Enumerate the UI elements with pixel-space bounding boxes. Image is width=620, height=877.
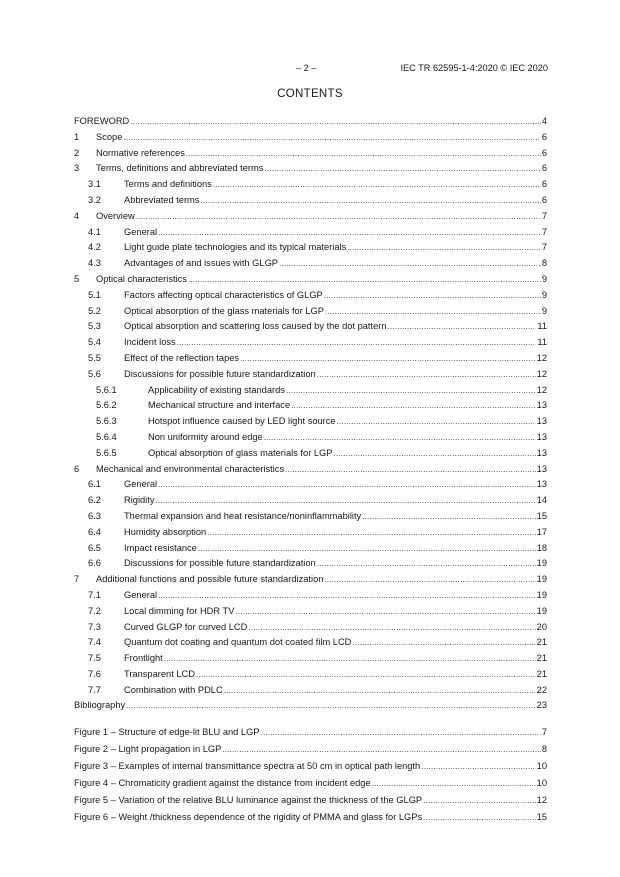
dot-leader — [337, 414, 536, 430]
toc-entry-page: 23 — [536, 700, 547, 711]
toc-entry-page: 14 — [536, 495, 547, 506]
figure-entry[interactable] — [74, 724, 547, 741]
toc-entry-number: 6.1 — [88, 479, 101, 490]
toc-entry[interactable] — [74, 525, 547, 541]
toc-entry-number: 7.4 — [88, 637, 101, 648]
toc-entry-title: Factors affecting optical characteristics of GLGP — [124, 289, 323, 300]
dot-leader — [333, 446, 535, 462]
figure-entry-title: Figure 6 – Weight /thickness dependence of the rigidity of PMMA and glass for LGPs — [74, 812, 423, 822]
toc-entry[interactable] — [74, 367, 547, 383]
toc-entry[interactable] — [74, 651, 547, 667]
dot-leader — [177, 335, 537, 351]
toc-entry-page: 13 — [536, 400, 547, 411]
toc-entry-number: 4.1 — [88, 226, 101, 237]
toc-entry[interactable] — [74, 446, 547, 462]
toc-entry-number: 5.2 — [88, 305, 101, 316]
dot-leader — [279, 256, 541, 272]
dot-leader — [188, 272, 541, 288]
toc-entry-number: 4.2 — [88, 242, 101, 253]
toc-entry-title: Quantum dot coating and quantum dot coated film LCD — [124, 637, 352, 648]
dot-leader — [136, 209, 541, 225]
toc-entry-page: 19 — [536, 558, 547, 569]
toc-entry[interactable] — [74, 256, 547, 272]
toc-entry-title: Effect of the reflection tapes — [124, 352, 240, 363]
dot-leader — [222, 741, 541, 758]
toc-entry-number: 3.1 — [88, 179, 101, 190]
toc-entry-title: Incident loss — [124, 337, 176, 348]
dot-leader — [213, 177, 541, 193]
figure-entry-page: 10 — [536, 761, 547, 771]
toc-entry-page: 17 — [536, 526, 547, 537]
toc-entry-number: 7.3 — [88, 621, 101, 632]
dot-leader — [423, 809, 536, 826]
toc-entry-number: 5.6.4 — [96, 431, 117, 442]
toc-entry-number: 3.2 — [88, 194, 101, 205]
toc-entry-page: 6 — [541, 179, 547, 190]
toc-entry-page: 13 — [536, 416, 547, 427]
toc-entry-title: Bibliography — [74, 700, 126, 711]
dot-leader — [224, 683, 536, 699]
toc-entry-number: 6.5 — [88, 542, 101, 553]
toc-entry-number: 4 — [74, 210, 80, 221]
toc-entry-number: 6 — [74, 463, 80, 474]
toc-entry-number: 5.1 — [88, 289, 101, 300]
toc-entry-page: 13 — [536, 431, 547, 442]
toc-entry-page: 11 — [537, 321, 547, 332]
toc-entry[interactable] — [74, 572, 547, 588]
toc-entry-title: Normative references — [96, 147, 185, 158]
figure-entry-page: 7 — [541, 727, 547, 737]
dot-leader — [291, 398, 536, 414]
toc-entry-page: 21 — [536, 637, 547, 648]
page-header — [296, 62, 548, 74]
toc-entry-page: 19 — [536, 605, 547, 616]
toc-entry-page: 9 — [541, 273, 547, 284]
list-of-figures — [74, 724, 547, 826]
dot-leader — [240, 351, 536, 367]
toc-entry[interactable] — [74, 588, 547, 604]
toc-entry-number: 6.2 — [88, 495, 101, 506]
toc-entry-number: 5.6 — [88, 368, 101, 379]
dot-leader — [196, 667, 536, 683]
toc-entry-page: 13 — [536, 447, 547, 458]
toc-entry-title: General — [124, 589, 158, 600]
dot-leader — [317, 556, 536, 572]
dot-leader — [362, 509, 535, 525]
toc-entry-number: 7.2 — [88, 605, 101, 616]
toc-entry-title: Scope — [96, 131, 123, 142]
toc-entry-page: 21 — [536, 668, 547, 679]
toc-entry[interactable] — [74, 477, 547, 493]
dot-leader — [325, 304, 541, 320]
table-of-contents — [74, 114, 547, 714]
dot-leader — [130, 114, 541, 130]
dot-leader — [158, 588, 536, 604]
figure-entry[interactable] — [74, 741, 547, 758]
dot-leader — [324, 572, 535, 588]
toc-entry-title: Terms, definitions and abbreviated terms — [96, 163, 264, 174]
toc-entry-title: Frontlight — [124, 653, 163, 664]
page-title: CONTENTS — [277, 88, 343, 100]
toc-entry-title: Abbreviated terms — [124, 194, 200, 205]
toc-entry-number: 6.6 — [88, 558, 101, 569]
toc-entry-page: 15 — [536, 510, 547, 521]
toc-entry-page: 6 — [541, 194, 547, 205]
toc-entry-page: 12 — [536, 384, 547, 395]
toc-entry-number: 2 — [74, 147, 80, 158]
toc-entry-page: 6 — [541, 147, 547, 158]
figure-entry[interactable] — [74, 758, 547, 775]
dot-leader — [158, 477, 536, 493]
toc-entry-number: 4.3 — [88, 258, 101, 269]
toc-entry-title: Optical absorption of the glass materials for LGP — [124, 305, 324, 316]
toc-entry-title: Discussions for possible future standardization — [124, 558, 316, 569]
toc-entry-title: Rigidity — [124, 495, 155, 506]
toc-entry[interactable] — [74, 620, 547, 636]
toc-entry-page: 18 — [536, 542, 547, 553]
toc-entry-number: 5.6.3 — [96, 416, 117, 427]
toc-entry[interactable] — [74, 177, 547, 193]
dot-leader — [286, 383, 536, 399]
toc-entry-page: 7 — [541, 226, 547, 237]
toc-entry-title: Optical characteristics — [96, 273, 187, 284]
toc-entry[interactable] — [74, 541, 547, 557]
toc-entry[interactable] — [74, 509, 547, 525]
toc-entry[interactable] — [74, 209, 547, 225]
toc-entry-title: General — [124, 479, 158, 490]
dot-leader — [126, 698, 535, 714]
dot-leader — [372, 775, 536, 792]
toc-entry-number: 7.1 — [88, 589, 101, 600]
toc-entry[interactable] — [74, 383, 547, 399]
figure-entry-page: 8 — [541, 744, 547, 754]
toc-entry-page: 12 — [536, 352, 547, 363]
figure-entry-title: Figure 4 – Chromaticity gradient against the distance from incident edge — [74, 778, 371, 788]
document-reference: IEC TR 62595-1-4:2020 © IEC 2020 — [400, 63, 548, 73]
toc-entry-page: 7 — [541, 242, 547, 253]
toc-entry-page: 13 — [536, 479, 547, 490]
dot-leader — [264, 161, 540, 177]
dot-leader — [158, 225, 541, 241]
dot-leader — [352, 635, 535, 651]
toc-entry-number: 6.4 — [88, 526, 101, 537]
toc-entry[interactable] — [74, 146, 547, 162]
toc-entry-title: General — [124, 226, 158, 237]
toc-entry-page: 9 — [541, 289, 547, 300]
dot-leader — [207, 525, 535, 541]
toc-entry[interactable] — [74, 398, 547, 414]
toc-entry-page: 6 — [541, 163, 547, 174]
toc-entry[interactable] — [74, 414, 547, 430]
toc-entry-number: 5.6.5 — [96, 447, 117, 458]
toc-entry-title: Local dimming for HDR TV — [124, 605, 235, 616]
toc-entry[interactable] — [74, 493, 547, 509]
figure-entry-page: 10 — [536, 778, 547, 788]
toc-entry-page: 11 — [537, 337, 547, 348]
toc-entry-page: 21 — [536, 653, 547, 664]
figure-entry[interactable] — [74, 809, 547, 826]
dot-leader — [248, 620, 535, 636]
toc-entry[interactable] — [74, 698, 547, 714]
toc-entry-page: 9 — [541, 305, 547, 316]
toc-entry[interactable] — [74, 225, 547, 241]
toc-entry-number: 5.5 — [88, 352, 101, 363]
toc-entry-page: 8 — [541, 258, 547, 269]
toc-entry[interactable] — [74, 193, 547, 209]
toc-entry[interactable] — [74, 319, 547, 335]
dot-leader — [347, 240, 541, 256]
toc-entry-number: 6.3 — [88, 510, 101, 521]
toc-entry-title: Optical absorption and scattering loss caused by the dot pattern — [124, 321, 387, 332]
toc-entry-page: 20 — [536, 621, 547, 632]
toc-entry[interactable] — [74, 667, 547, 683]
toc-entry-page: 22 — [536, 684, 547, 695]
toc-entry-title: FOREWORD — [74, 116, 130, 126]
figure-entry-page: 12 — [536, 795, 547, 805]
toc-entry-title: Optical absorption of glass materials for LGP — [148, 447, 333, 458]
toc-entry[interactable] — [74, 556, 547, 572]
toc-entry-title: Additional functions and possible future standardization — [96, 574, 324, 585]
toc-entry[interactable] — [74, 240, 547, 256]
dot-leader — [198, 541, 536, 557]
dot-leader — [324, 288, 541, 304]
dot-leader — [264, 430, 536, 446]
toc-entry-title: Impact resistance — [124, 542, 197, 553]
dot-leader — [388, 319, 537, 335]
toc-entry-number: 7 — [74, 574, 80, 585]
toc-entry-page: 19 — [536, 574, 547, 585]
toc-entry-title: Mechanical and environmental characteristics — [96, 463, 285, 474]
toc-entry[interactable] — [74, 351, 547, 367]
dot-leader — [164, 651, 536, 667]
toc-entry[interactable] — [74, 430, 547, 446]
toc-entry-page: 13 — [536, 463, 547, 474]
dot-leader — [261, 724, 541, 741]
toc-entry-title: Humidity absorption — [124, 526, 207, 537]
dot-leader — [423, 792, 536, 809]
toc-entry[interactable] — [74, 288, 547, 304]
figure-entry-page: 15 — [536, 812, 547, 822]
figure-entry-title: Figure 2 – Light propagation in LGP — [74, 744, 222, 754]
toc-entry[interactable] — [74, 114, 547, 130]
toc-entry-page: 6 — [541, 131, 547, 142]
toc-entry[interactable] — [74, 462, 547, 478]
dot-leader — [285, 462, 536, 478]
figure-entry[interactable] — [74, 775, 547, 792]
toc-entry-page: 7 — [541, 210, 547, 221]
figure-entry-title: Figure 1 – Structure of edge-lit BLU and LGP — [74, 727, 260, 737]
toc-entry-title: Non uniformity around edge — [148, 431, 263, 442]
figure-entry[interactable] — [74, 792, 547, 809]
figure-entry-title: Figure 3 – Examples of internal transmittance spectra at 50 cm in optical path length — [74, 761, 421, 771]
dot-leader — [155, 493, 535, 509]
toc-entry-title: Advantages of and issues with GLGP — [124, 258, 279, 269]
toc-entry[interactable] — [74, 683, 547, 699]
dot-leader — [421, 758, 535, 775]
toc-entry-page: 4 — [541, 116, 547, 126]
toc-entry[interactable] — [74, 161, 547, 177]
dot-leader — [235, 604, 535, 620]
toc-entry-number: 5.6.2 — [96, 400, 117, 411]
page-number: – 2 – — [296, 63, 317, 73]
toc-entry[interactable] — [74, 130, 547, 146]
toc-entry-number: 5 — [74, 273, 80, 284]
toc-entry-title: Terms and definitions — [124, 179, 212, 190]
toc-entry-number: 5.3 — [88, 321, 101, 332]
figure-entry-title: Figure 5 – Variation of the relative BLU luminance against the thickness of the GLGP — [74, 795, 423, 805]
toc-entry-number: 7.6 — [88, 668, 101, 679]
toc-entry[interactable] — [74, 604, 547, 620]
toc-entry-number: 7.5 — [88, 653, 101, 664]
toc-entry[interactable] — [74, 635, 547, 651]
toc-entry-title: Thermal expansion and heat resistance/noninflammability — [124, 510, 362, 521]
toc-entry-page: 19 — [536, 589, 547, 600]
toc-entry-title: Overview — [96, 210, 135, 221]
toc-entry-title: Applicability of existing standards — [148, 384, 285, 395]
toc-entry[interactable] — [74, 272, 547, 288]
dot-leader — [200, 193, 540, 209]
toc-entry-title: Light guide plate technologies and its typical materials — [124, 242, 347, 253]
toc-entry[interactable] — [74, 335, 547, 351]
dot-leader — [123, 130, 540, 146]
toc-entry-title: Curved GLGP for curved LCD — [124, 621, 248, 632]
dot-leader — [317, 367, 536, 383]
toc-entry[interactable] — [74, 304, 547, 320]
toc-entry-page: 12 — [536, 368, 547, 379]
toc-entry-number: 3 — [74, 163, 80, 174]
dot-leader — [186, 146, 541, 162]
toc-entry-number: 7.7 — [88, 684, 101, 695]
toc-entry-number: 5.6.1 — [96, 384, 117, 395]
toc-entry-number: 1 — [74, 131, 80, 142]
toc-entry-title: Discussions for possible future standardization — [124, 368, 316, 379]
toc-entry-title: Transparent LCD — [124, 668, 195, 679]
toc-entry-number: 5.4 — [88, 337, 101, 348]
toc-entry-title: Combination with PDLC — [124, 684, 223, 695]
toc-entry-title: Mechanical structure and interface — [148, 400, 291, 411]
toc-entry-title: Hotspot influence caused by LED light source — [148, 416, 336, 427]
